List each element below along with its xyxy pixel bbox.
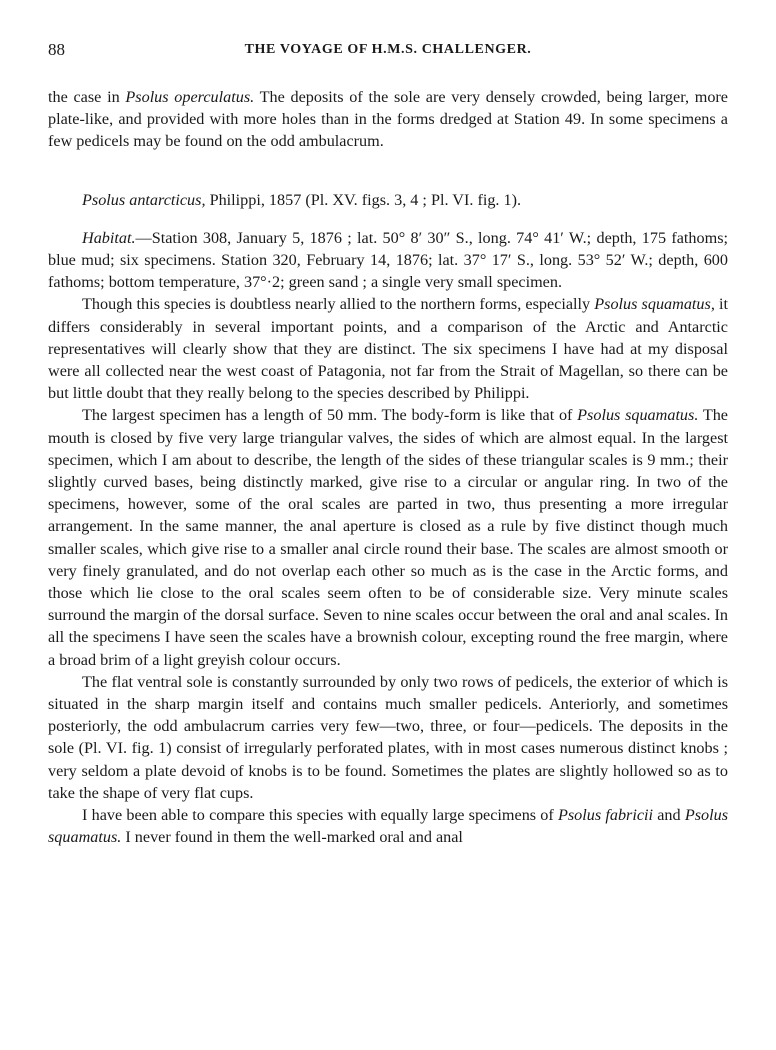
species-name: Psolus squamatus. xyxy=(48,806,729,847)
habitat-paragraph: Habitat.—Station 308, January 5, 1876 ; lat. 50° 8′ 30″ S., long. 74° 41′ W.; depth, 175 fathoms; blue mud; six specimens. Station 320, February 14, 1876; lat. 37° 17′ S., long. 53° 52′ W.; depth, 600 fathoms; bottom temperature, 37°·2; green sand ; a single very small specimen. xyxy=(48,228,728,292)
page-header xyxy=(48,40,728,66)
species-name: Psolus squamatus, xyxy=(594,295,715,314)
intro-paragraph: the case in Psolus operculatus. The deposits of the sole are very densely crowded, being larger, more plate-like, and provided with more holes than in the forms dredged at Station 49. In some specimens a few pedicels may be found on the odd ambulacrum. xyxy=(48,88,728,151)
page-number: 88 xyxy=(48,40,65,59)
species-name: Psolus squamatus. xyxy=(577,406,699,425)
species-heading xyxy=(48,189,728,211)
paragraph-allied: Though this species is doubtless nearly allied to the northern forms, especially Psolus squamatus, it differs considerably in several important points, and a comparison of the Arctic and Antarctic representatives will clearly show that they are distinct. The six specimens I have had at my disposal were all collected near the west coast of Patagonia, not far from the Strait of Magellan, so there can be but little doubt that they really belong to the species described by Philippi. xyxy=(48,295,729,403)
running-title: THE VOYAGE OF H.M.S. CHALLENGER. xyxy=(244,42,532,57)
paragraph-ventral-sole: The flat ventral sole is constantly surrounded by only two rows of pedicels, the exterior of which is situated in the sharp margin itself and contains much smaller pedicels. Anteriorly, and sometimes posteriorly, the odd ambulacrum carries very few—two, three, or four—pedicels. The deposits in the sole (Pl. VI. fig. 1) consist of irregularly perforated plates, with in most cases numerous distinct knobs ; very seldom a plate devoid of knobs is to be found. Sometimes the plates are slightly hollowed so as to take the shape of very flat cups. xyxy=(48,672,728,802)
book-page xyxy=(48,40,728,849)
species-name: Psolus operculatus. xyxy=(125,88,255,106)
paragraph-compare: I have been able to compare this species with equally large specimens of Psolus fabricii and Psolus squamatus. I never found in them the well-marked oral and anal xyxy=(48,806,729,847)
species-name: Psolus antarcticus, xyxy=(82,190,206,209)
paragraph-largest-specimen: The largest specimen has a length of 50 mm. The body-form is like that of Psolus squamatus. The mouth is closed by five very large triangular valves, the sides of which are almost equal. In the largest specimen, which I am about to describe, the length of the sides of these triangular scales is 9 mm.; their slightly curved bases, being distinctly marked, give rise to a circular or angular ring. In two of the specimens, however, some of the oral scales are parted in two, thus presenting a more irregular arrangement. In the same manner, the anal aperture is closed as a rule by five distinct though much smaller scales, which give rise to a smaller anal circle round their base. The scales are almost smooth or very finely granulated, and do not overlap each other so much as is the case in the Arctic forms, and those which lie close to the oral scales seem often to be of considerable size. Very minute scales surround the margin of the dorsal surface. Seven to nine scales occur between the oral and anal scales. In all the specimens I have seen the scales have a brownish colour, excepting round the free margin, where a broad brim of a light greyish colour occurs. xyxy=(48,406,728,669)
habitat-label: Habitat. xyxy=(82,228,136,247)
species-authority: Philippi, 1857 (Pl. XV. figs. 3, 4 ; Pl. VI. fig. 1). xyxy=(205,190,522,209)
species-name: Psolus fabricii xyxy=(557,806,654,825)
